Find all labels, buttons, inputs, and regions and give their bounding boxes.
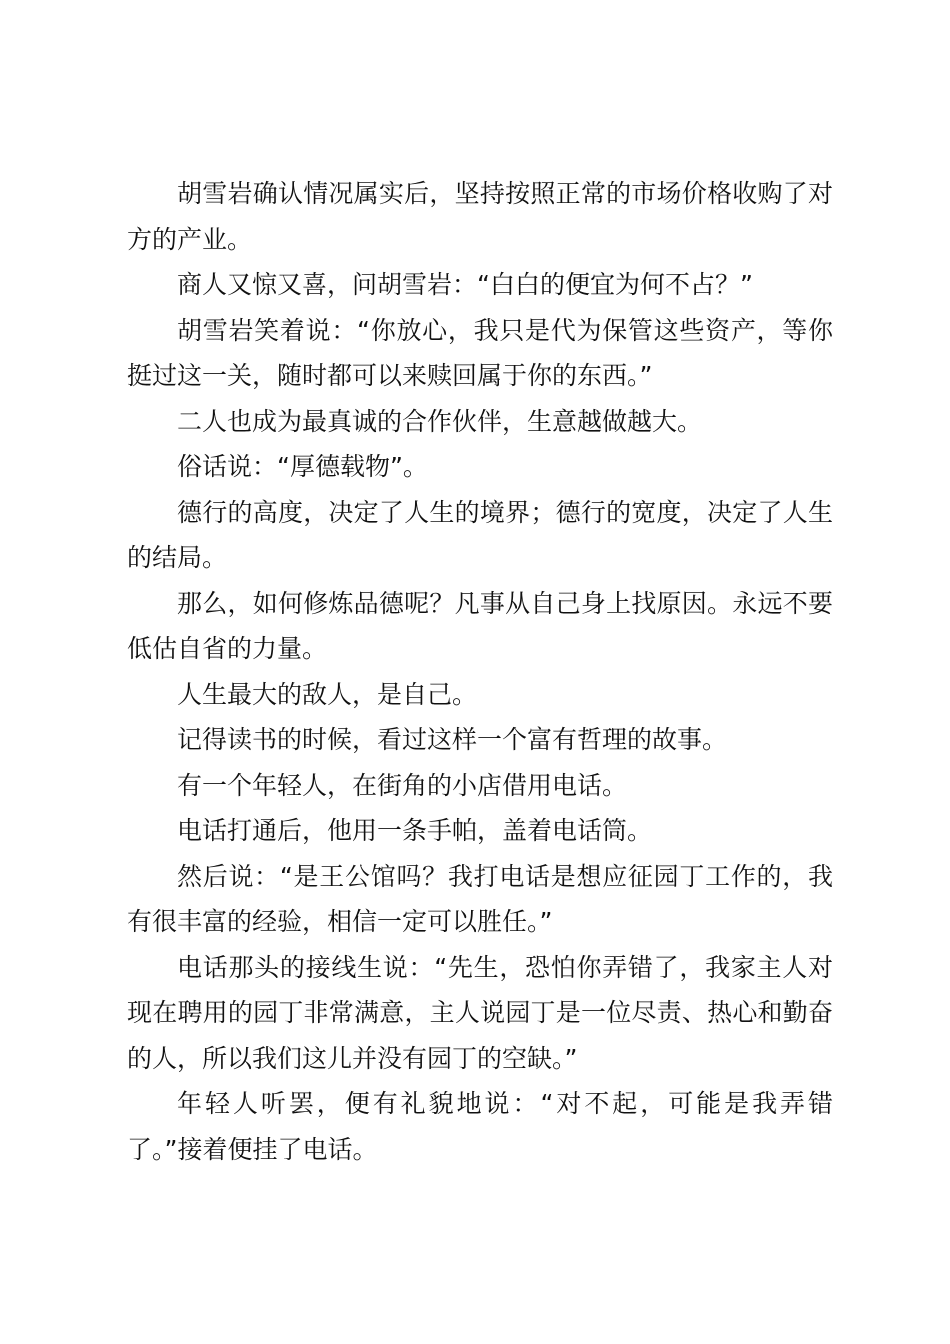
- paragraph-10: 有一个年轻人，在街角的小店借用电话。: [177, 770, 628, 800]
- paragraph-7: 那么，如何修炼品德呢？凡事从自己身上找原因。永远不要低估自省的力量。: [127, 588, 833, 663]
- paragraph-12: 然后说：“是王公馆吗？我打电话是想应征园丁工作的，我有很丰富的经验，相信一定可以胜任。”: [127, 861, 833, 936]
- paragraph-6: 德行的高度，决定了人生的境界；德行的宽度，决定了人生的结局。: [127, 497, 833, 572]
- paragraph-3: 胡雪岩笑着说：“你放心，我只是代为保管这些资产，等你挺过这一关，随时都可以来赎回属于你的东西。”: [127, 315, 833, 390]
- paragraph-11: 电话打通后，他用一条手帕，盖着电话筒。: [177, 816, 653, 845]
- paragraph-14: 年轻人听罢，便有礼貌地说：“对不起，可能是我弄错了。”接着便挂了电话。: [127, 1089, 833, 1164]
- paragraph-8: 人生最大的敌人，是自己。: [177, 679, 478, 709]
- paragraph-2: 商人又惊又喜，问胡雪岩：“白白的便宜为何不占？”: [177, 270, 753, 299]
- document-body: [127, 171, 833, 1172]
- paragraph-1: 胡雪岩确认情况属实后，坚持按照正常的市场价格收购了对方的产业。: [127, 179, 833, 254]
- paragraph-4: 二人也成为最真诚的合作伙伴，生意越做越大。: [177, 406, 703, 436]
- paragraph-13: 电话那头的接线生说：“先生，恐怕你弄错了，我家主人对现在聘用的园丁非常满意，主人说园丁是一位尽责、热心和勤奋的人，所以我们这儿并没有园丁的空缺。”: [127, 952, 833, 1073]
- paragraph-9: 记得读书的时候，看过这样一个富有哲理的故事。: [177, 725, 728, 754]
- paragraph-5: 俗话说：“厚德载物”。: [177, 452, 428, 481]
